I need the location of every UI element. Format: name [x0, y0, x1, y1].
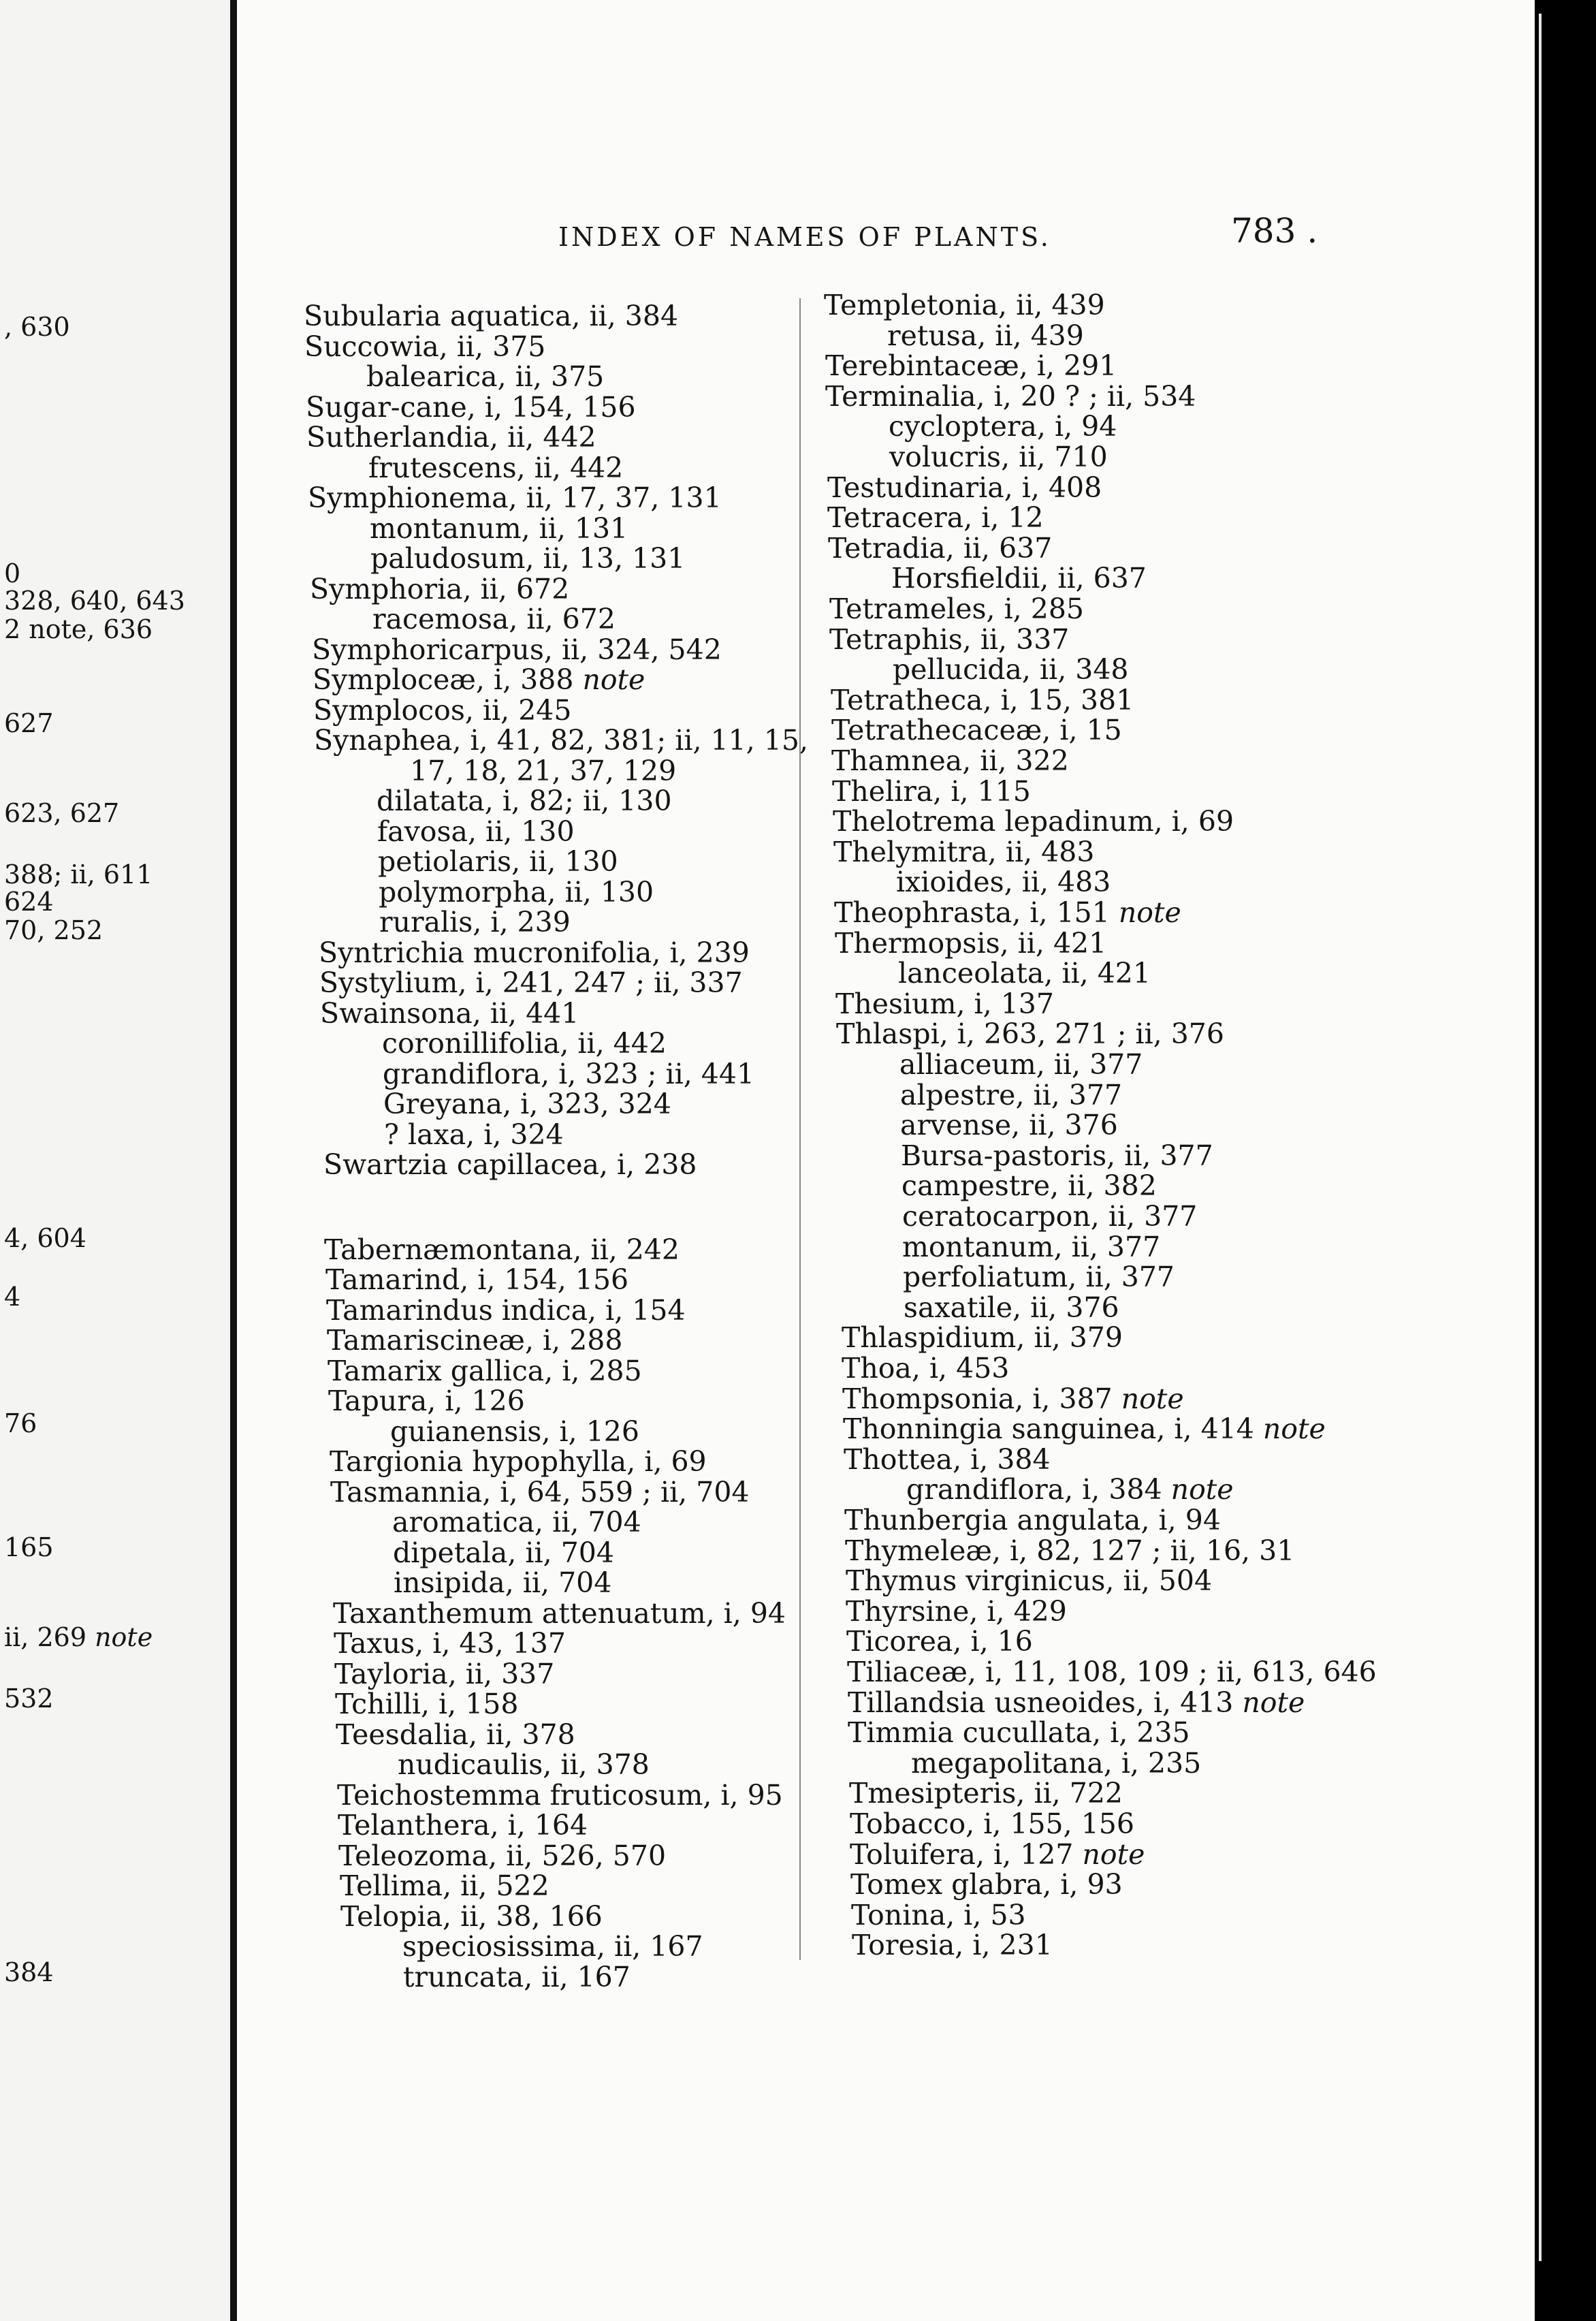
index-entry: Ticorea, i, 16 — [846, 1625, 1033, 1658]
index-entry: nudicaulis, ii, 378 — [398, 1748, 650, 1781]
index-entry: insipida, ii, 704 — [394, 1566, 612, 1599]
index-entry: grandiflora, i, 384 note — [906, 1473, 1234, 1506]
index-entry: frutescens, ii, 442 — [368, 451, 624, 484]
index-entry: petiolaris, ii, 130 — [378, 845, 618, 878]
index-entry: retusa, ii, 439 — [887, 319, 1084, 352]
index-entry: Toluifera, i, 127 note — [850, 1837, 1145, 1871]
index-entry: Telopia, ii, 38, 166 — [340, 1899, 603, 1933]
index-entry: Telanthera, i, 164 — [338, 1809, 588, 1842]
index-entry: Tapura, i, 126 — [328, 1385, 525, 1417]
index-entry: campestre, ii, 382 — [901, 1169, 1157, 1203]
margin-fragment: 76 — [4, 1408, 37, 1438]
running-heading: INDEX OF NAMES OF PLANTS. — [558, 222, 1051, 252]
index-entry: alliaceum, ii, 377 — [899, 1048, 1143, 1081]
index-entry: Tamarind, i, 154, 156 — [325, 1263, 629, 1296]
index-entry: ruralis, i, 239 — [379, 906, 571, 938]
index-entry: Tamariscineæ, i, 288 — [327, 1324, 623, 1357]
index-entry: Thamnea, ii, 322 — [831, 744, 1069, 777]
index-entry: Thlaspidium, ii, 379 — [842, 1321, 1123, 1355]
index-entry: Tasmannia, i, 64, 559 ; ii, 704 — [330, 1475, 750, 1509]
index-entry: Tetraphis, ii, 337 — [829, 622, 1070, 656]
index-entry: Sutherlandia, ii, 442 — [306, 421, 596, 454]
margin-fragment: 4, 604 — [4, 1223, 86, 1253]
index-entry: Tomex glabra, i, 93 — [850, 1868, 1123, 1901]
index-entry: Thelymitra, ii, 483 — [833, 835, 1095, 868]
index-entry: grandiflora, i, 323 ; ii, 441 — [383, 1057, 755, 1090]
index-entry: Teichostemma fruticosum, i, 95 — [337, 1778, 783, 1812]
index-entry: 17, 18, 21, 37, 129 — [410, 754, 677, 787]
index-entry: Horsfieldii, ii, 637 — [891, 562, 1147, 595]
index-entry: Theophrasta, i, 151 note — [834, 896, 1181, 929]
index-entry: Thermopsis, ii, 421 — [835, 926, 1107, 960]
index-entry: Thottea, i, 384 — [844, 1442, 1051, 1476]
index-entry: montanum, ii, 377 — [902, 1230, 1161, 1263]
index-entry: Synaphea, i, 41, 82, 381; ii, 11, 15, — [314, 724, 809, 757]
index-entry: Symplocos, ii, 245 — [313, 693, 572, 727]
index-entry: cycloptera, i, 94 — [889, 410, 1117, 443]
index-entry: ceratocarpon, ii, 377 — [902, 1200, 1198, 1233]
index-entry: Thelira, i, 115 — [832, 774, 1031, 808]
index-entry: Symploceæ, i, 388 note — [313, 663, 645, 696]
index-entry: Thompsonia, i, 387 note — [842, 1382, 1184, 1415]
margin-fragment: 623, 627 — [4, 798, 120, 828]
margin-fragment: ii, 269 note — [4, 1622, 153, 1652]
index-entry: Tchilli, i, 158 — [335, 1688, 519, 1720]
index-entry: Swainsona, ii, 441 — [320, 996, 579, 1030]
index-entry: Syntrichia mucronifolia, i, 239 — [319, 936, 750, 969]
index-entry: lanceolata, ii, 421 — [898, 957, 1151, 990]
margin-fragment: 627 — [4, 708, 54, 738]
index-entry: Teleozoma, ii, 526, 570 — [338, 1839, 667, 1872]
index-entry: Subularia aquatica, ii, 384 — [304, 300, 679, 332]
index-entry: Swartzia capillacea, i, 238 — [323, 1148, 697, 1181]
index-entry: Toresia, i, 231 — [852, 1929, 1053, 1962]
column-divider — [799, 298, 801, 1960]
margin-fragment: 384 — [4, 1957, 54, 1987]
index-entry: Symphionema, ii, 17, 37, 131 — [308, 481, 722, 514]
index-entry: Templetonia, ii, 439 — [824, 289, 1105, 321]
index-entry: Thlaspi, i, 263, 271 ; ii, 376 — [836, 1017, 1224, 1051]
index-entry: Bursa-pastoris, ii, 377 — [901, 1139, 1213, 1172]
index-entry: Symphoria, ii, 672 — [310, 572, 570, 605]
margin-fragment: 165 — [4, 1532, 54, 1562]
index-entry: Tiliaceæ, i, 11, 108, 109 ; ii, 613, 646 — [847, 1656, 1377, 1688]
index-entry: truncata, ii, 167 — [403, 1960, 631, 1993]
index-entry: coronillifolia, ii, 442 — [382, 1027, 667, 1060]
index-entry: dilatata, i, 82; ii, 130 — [377, 785, 672, 817]
index-entry: Tamarix gallica, i, 285 — [328, 1354, 642, 1387]
margin-fragment: 624 — [4, 887, 54, 917]
index-entry: Taxanthemum attenuatum, i, 94 — [333, 1596, 786, 1630]
index-entry: volucris, ii, 710 — [889, 441, 1108, 473]
index-entry: Timmia cucullata, i, 235 — [848, 1716, 1190, 1750]
margin-fragment: 2 note, 636 — [4, 614, 153, 644]
index-entry: Tetradia, ii, 637 — [828, 531, 1053, 565]
index-entry: favosa, ii, 130 — [377, 815, 575, 848]
index-entry: dipetala, ii, 704 — [393, 1536, 614, 1569]
index-entry: paludosum, ii, 13, 131 — [370, 542, 686, 575]
index-entry: Tamarindus indica, i, 154 — [326, 1293, 686, 1327]
index-entry: megapolitana, i, 235 — [911, 1746, 1202, 1780]
index-entry: perfoliatum, ii, 377 — [903, 1261, 1175, 1294]
index-entry: ixioides, ii, 483 — [896, 866, 1111, 899]
index-entry: Teesdalia, ii, 378 — [336, 1718, 575, 1751]
index-entry: Thoa, i, 453 — [842, 1352, 1010, 1385]
index-entry: Tayloria, ii, 337 — [334, 1657, 555, 1690]
index-entry: Terminalia, i, 20 ? ; ii, 534 — [825, 379, 1196, 413]
index-entry: Thymeleæ, i, 82, 127 ; ii, 16, 31 — [845, 1534, 1295, 1567]
index-entry: pellucida, ii, 348 — [893, 653, 1129, 686]
index-entry: Thymus virginicus, ii, 504 — [846, 1564, 1213, 1598]
index-entry: Tmesipteris, ii, 722 — [849, 1777, 1123, 1810]
index-entry: montanum, ii, 131 — [370, 511, 628, 545]
index-entry: aromatica, ii, 704 — [392, 1506, 641, 1538]
index-entry: Taxus, i, 43, 137 — [334, 1627, 566, 1660]
index-entry: Tetrathecaceæ, i, 15 — [831, 714, 1122, 747]
index-entry: Tobacco, i, 155, 156 — [850, 1807, 1134, 1840]
index-entry: Thelotrema lepadinum, i, 69 — [833, 805, 1234, 838]
index-entry: Sugar-cane, i, 154, 156 — [306, 390, 636, 424]
margin-fragment: 70, 252 — [4, 915, 103, 945]
index-entry: Testudinaria, i, 408 — [827, 471, 1102, 504]
margin-fragment: 328, 640, 643 — [4, 586, 185, 616]
index-entry: Greyana, i, 323, 324 — [383, 1088, 671, 1120]
index-entry: Tabernæmontana, ii, 242 — [324, 1233, 680, 1266]
index-entry: Tetracera, i, 12 — [827, 501, 1044, 535]
index-entry: Succowia, ii, 375 — [304, 330, 546, 363]
index-entry: Systylium, i, 241, 247 ; ii, 337 — [319, 966, 743, 999]
index-entry: Tillandsia usneoides, i, 413 note — [848, 1686, 1305, 1719]
index-entry: ? laxa, i, 324 — [384, 1118, 564, 1151]
index-entry: alpestre, ii, 377 — [900, 1078, 1123, 1111]
index-entry: racemosa, ii, 672 — [372, 603, 616, 635]
index-entry: speciosissima, ii, 167 — [402, 1930, 703, 1963]
index-entry: Thyrsine, i, 429 — [846, 1594, 1067, 1628]
index-entry: Thunbergia angulata, i, 94 — [844, 1504, 1221, 1536]
index-entry: Thonningia sanguinea, i, 414 note — [843, 1412, 1326, 1446]
index-entry: Terebintaceæ, i, 291 — [825, 349, 1117, 383]
margin-fragment: 388; ii, 611 — [4, 859, 153, 889]
index-entry: balearica, ii, 375 — [366, 360, 605, 393]
index-entry: guianensis, i, 126 — [390, 1415, 639, 1448]
index-entry: Targionia hypophylla, i, 69 — [330, 1445, 707, 1478]
margin-fragment: 532 — [4, 1684, 54, 1714]
index-entry: Tetratheca, i, 15, 381 — [831, 683, 1134, 716]
margin-fragment: 4 — [4, 1282, 21, 1312]
margin-fragment: 0 — [4, 558, 21, 588]
page-number: 783 . — [1231, 211, 1318, 251]
book-gutter — [230, 0, 237, 2321]
page-edge — [1535, 0, 1596, 2321]
index-entry: arvense, ii, 376 — [900, 1109, 1118, 1142]
index-entry: saxatile, ii, 376 — [904, 1291, 1119, 1324]
index-entry: Tetrameles, i, 285 — [829, 593, 1085, 625]
index-entry: polymorpha, ii, 130 — [379, 875, 654, 909]
index-entry: Thesium, i, 137 — [835, 987, 1054, 1020]
index-entry: Tellima, ii, 522 — [340, 1869, 549, 1902]
index-entry: Tonina, i, 53 — [851, 1898, 1026, 1931]
margin-fragment: , 630 — [4, 312, 70, 342]
index-entry: Symphoricarpus, ii, 324, 542 — [312, 633, 722, 666]
